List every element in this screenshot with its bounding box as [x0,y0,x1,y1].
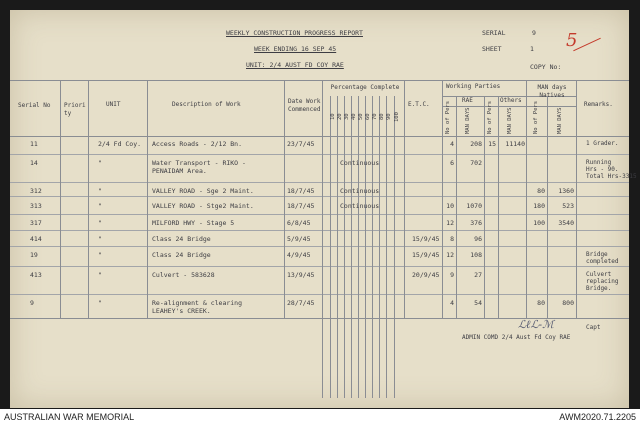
col-rule [284,80,285,318]
row-natives-pers: 180 [533,202,545,210]
row-percentage: Continuous [340,159,380,167]
subhdr-nat-mandays: MAN DAYS [557,107,563,134]
serial-label: SERIAL [482,29,506,37]
pct-tick-10: 10 [330,113,336,120]
serial-value: 9 [532,29,536,37]
col-header-unit: UNIT [106,101,121,108]
subhdr-oth-pers: No of Pers [487,100,493,134]
pct-tick-30: 30 [344,113,350,120]
row-date: 13/9/45 [287,271,315,279]
col-rule [498,96,499,318]
row-remarks: 1 Grader. [586,140,619,147]
row-unit: " [98,299,102,307]
row-description: MILFORD HWY - Stage 5 [152,219,235,227]
row-date: 18/7/45 [287,202,315,210]
week-ending: WEEK ENDING 16 SEP 45 [254,45,337,53]
row-rae-mandays: 96 [474,235,482,243]
col-rule [526,80,527,318]
row-date: 6/8/45 [287,219,311,227]
row-rae-pers: 8 [450,235,454,243]
row-remarks: Hrs - 90. [586,166,619,173]
row-unit: 2/4 Fd Coy. [98,140,142,148]
row-date: 18/7/45 [287,187,315,195]
col-header-working-parties: Working Parties [446,83,501,90]
row-serial: 313 [30,202,42,210]
subhdr-rae-pers: No of Pers [445,100,451,134]
pct-tick-90: 90 [386,113,392,120]
row-unit: " [98,219,102,227]
document-page [10,10,637,408]
row-description: Class 24 Bridge [152,235,211,243]
pct-tick-70: 70 [372,113,378,120]
table-top-rule [10,80,629,81]
row-rule [10,214,629,215]
col-rule [322,80,323,398]
row-etc: 15/9/45 [412,251,440,259]
col-rule [576,80,577,318]
pct-tick-80: 80 [379,113,385,120]
row-rule [10,230,629,231]
row-rae-pers: 12 [446,219,454,227]
footer-source: AUSTRALIAN WAR MEMORIAL [4,412,135,422]
row-unit: " [98,202,102,210]
row-percentage: Continuous [340,202,380,210]
row-remarks: Running [586,159,612,166]
subhdr-rae-mandays: MAN DAYS [465,107,471,134]
signature-rank: Capt [586,324,601,331]
footer-accession: AWM2020.71.2205 [559,412,636,422]
row-rae-pers: 6 [450,159,454,167]
pct-tick-100: 100 [394,112,400,122]
row-rule [10,294,629,295]
row-rae-pers: 4 [450,140,454,148]
row-rae-mandays: 208 [470,140,482,148]
row-rae-mandays: 27 [474,271,482,279]
row-rule [10,154,629,155]
row-others-mandays: 11140 [505,140,525,148]
signature-block: ADMIN COMD 2/4 Aust Fd Coy RAE [462,334,571,341]
col-rule [456,96,457,318]
row-rule [10,196,629,197]
row-percentage: Continuous [340,187,380,195]
row-description: LEAHEY's CREEK. [152,307,211,315]
row-rae-mandays: 108 [470,251,482,259]
row-natives-pers: 80 [537,187,545,195]
sheet-label: SHEET [482,45,502,53]
row-date: 28/7/45 [287,299,315,307]
pct-tick-50: 50 [358,113,364,120]
row-remarks: Bridge. [586,285,612,292]
row-remarks: replacing [586,278,619,285]
row-unit: " [98,235,102,243]
row-description: VALLEY ROAD - Sge 2 Maint. [152,187,254,195]
row-unit: " [98,187,102,195]
handwritten-annotation: 5 [566,30,578,51]
pct-rule [365,96,366,398]
pct-rule [394,96,395,398]
pct-tick-20: 20 [337,113,343,120]
row-etc: 15/9/45 [412,235,440,243]
col-header-others: Others [500,97,522,104]
col-header-remarks: Remarks. [584,101,613,108]
col-rule [88,80,89,318]
pct-rule [386,96,387,398]
row-description: Water Transport - RIKO - [152,159,246,167]
col-header-priority: Priority [64,102,86,117]
col-header-serial: Serial No [18,102,51,109]
row-natives-mandays: 523 [562,202,574,210]
row-rae-mandays: 1070 [466,202,482,210]
pct-tick-60: 60 [365,113,371,120]
row-remarks: Total Hrs-3315 [586,173,637,180]
col-rule [484,96,485,318]
row-serial: 14 [30,159,38,167]
unit-line: UNIT: 2/4 AUST FD COY RAE [246,61,344,69]
row-rae-pers: 9 [450,271,454,279]
row-others-pers: 15 [488,140,496,148]
row-description: Re-alignment & clearing [152,299,243,307]
row-serial: 9 [30,299,34,307]
sheet-value: 1 [530,45,534,53]
row-natives-mandays: 3540 [558,219,574,227]
pct-rule [337,96,338,398]
row-remarks: Bridge [586,251,608,258]
row-unit: " [98,271,102,279]
row-remarks: completed [586,258,619,265]
row-serial: 19 [30,251,38,259]
row-date: 5/9/45 [287,235,311,243]
pct-rule [344,96,345,398]
row-serial: 413 [30,271,42,279]
row-date: 4/9/45 [287,251,311,259]
row-rule [10,182,629,183]
row-etc: 20/9/45 [412,271,440,279]
copy-label: COPY No: [530,63,562,71]
report-title: WEEKLY CONSTRUCTION PROGRESS REPORT [226,29,363,37]
row-description: PENAIDAM Area. [152,167,207,175]
row-serial: 317 [30,219,42,227]
row-date: 23/7/45 [287,140,315,148]
row-description: Access Roads - 2/12 Bn. [152,140,243,148]
row-rae-pers: 4 [450,299,454,307]
pct-tick-40: 40 [351,113,357,120]
row-natives-mandays: 800 [562,299,574,307]
col-header-description: Description of Work [172,101,241,108]
row-description: VALLEY ROAD - Stge2 Maint. [152,202,254,210]
row-rule [10,266,629,267]
pct-rule [330,96,331,398]
pct-rule [372,96,373,398]
row-unit: " [98,251,102,259]
pct-rule [358,96,359,398]
row-description: Class 24 Bridge [152,251,211,259]
col-rule [147,80,148,318]
col-header-man-days-natives: MAN days Natives [537,84,567,99]
col-rule [404,80,405,318]
col-header-percentage: Percentage Complete [330,84,400,91]
row-natives-pers: 80 [537,299,545,307]
row-rae-mandays: 376 [470,219,482,227]
row-serial: 11 [30,140,38,148]
row-serial: 414 [30,235,42,243]
row-rule [10,246,629,247]
table-header-rule [10,136,629,137]
row-rae-mandays: 54 [474,299,482,307]
row-natives-pers: 100 [533,219,545,227]
row-unit: " [98,159,102,167]
subhdr-nat-pers: No of Pers [533,100,539,134]
subhdr-oth-mandays: MAN DAYS [507,107,513,134]
row-natives-mandays: 1360 [558,187,574,195]
col-header-etc: E.T.C. [408,101,430,108]
pct-rule [351,96,352,398]
row-rae-pers: 12 [446,251,454,259]
handwritten-signature: ℒℓℒ-ℳ [518,318,554,331]
col-header-rae: RAE [462,97,473,104]
row-rae-mandays: 702 [470,159,482,167]
col-rule [442,80,443,318]
row-description: Culvert - 583628 [152,271,215,279]
col-rule [60,80,61,318]
pct-rule [379,96,380,398]
col-header-date: Date Work Commenced [288,98,321,113]
row-serial: 312 [30,187,42,195]
row-remarks: Culvert [586,271,612,278]
row-rae-pers: 10 [446,202,454,210]
page-footer [0,409,640,425]
